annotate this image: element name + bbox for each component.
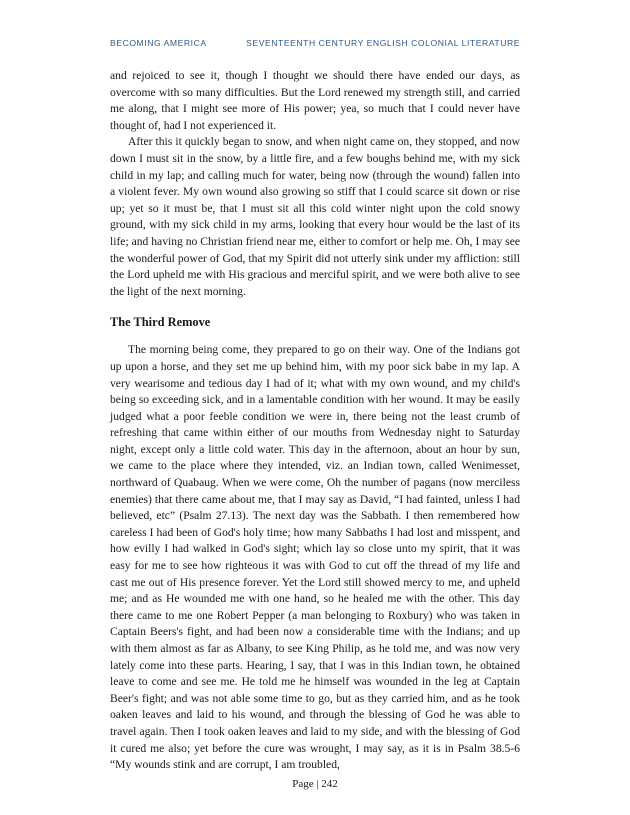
header-book-title: BECOMING AMERICA [110, 38, 207, 48]
body-paragraph-1: and rejoiced to see it, though I thought we should there have ended our days, as overcome with so many difficulties. But the Lord renewed my strength still, and carried me along, that I might see more of His power; yea, so much that I could never have thought of, had I not experienced it. [110, 69, 520, 132]
running-header [110, 38, 520, 52]
body-paragraph-2: After this it quickly began to snow, and when night came on, they stopped, and now down I must sit in the snow, by a little fire, and a few boughs behind me, with my sick child in my lap; and calling much for water, being now (through the wound) fallen into a violent fever. My own wound also growing so stiff that I could scarce sit down or rise up; yet so it must be, that I must sit all this cold winter night upon the cold snowy ground, with my sick child in my arms, looking that every hour would be the last of its life; and having no Christian friend near me, either to comfort or help me. Oh, I may see the wonderful power of God, that my Spirit did not utterly sink under my affliction: still the Lord upheld me with His gracious and merciful spirit, and we were both alive to see the light of the next morning. [110, 135, 520, 298]
header-section-title: SEVENTEENTH CENTURY ENGLISH COLONIAL LITERATURE [246, 38, 520, 48]
page-body [110, 68, 520, 774]
section-heading: The Third Remove [110, 315, 211, 330]
page-number: Page | 242 [292, 778, 338, 790]
body-paragraph-3: The morning being come, they prepared to go on their way. One of the Indians got up upon a horse, and they set me up behind him, with my poor sick babe in my lap. A very wearisome and tedious day I had of it; what with my own wound, and my child's being so exceeding sick, and in a lamentable condition with her wound. It may be easily judged what a poor feeble condition we were in, there being not the least crumb of refreshing that came within either of our mouths from Wednesday night to Saturday night, except only a little cold water. This day in the afternoon, about an hour by sun, we came to the place where they intended, viz. an Indian town, called Wenimesset, northward of Quabaug. When we were come, Oh the number of pagans (now merciless enemies) that there came about me, that I may say as David, “I had fainted, unless I had believed, etc” (Psalm 27.13). The next day was the Sabbath. I then remembered how careless I had been of God's holy time; how many Sabbaths I had lost and misspent, and how evilly I had walked in God's sight; which lay so close unto my spirit, that it was easy for me to see how righteous it was with God to cut off the thread of my life and cast me out of His presence forever. Yet the Lord still showed mercy to me, and upheld me; and as He wounded me with one hand, so he healed me with the other. This day there came to me one Robert Pepper (a man belonging to Roxbury) who was taken in Captain Beers's fight, and had been now a considerable time with the Indians; and up with them almost as far as Albany, to see King Philip, as he told me, and was now very lately come into these parts. Hearing, I say, that I was in this Indian town, he obtained leave to come and see me. He told me he himself was wounded in the leg at Captain Beer's fight; and was not able some time to go, but as they carried him, and as he took oaken leaves and laid to his wound, and through the blessing of God he was able to travel again. Then I took oaken leaves and laid to my side, and with the blessing of God it cured me also; yet before the cure was wrought, I may say, as it is in Psalm 38.5-6 “My wounds stink and are corrupt, I am troubled, [110, 343, 520, 772]
